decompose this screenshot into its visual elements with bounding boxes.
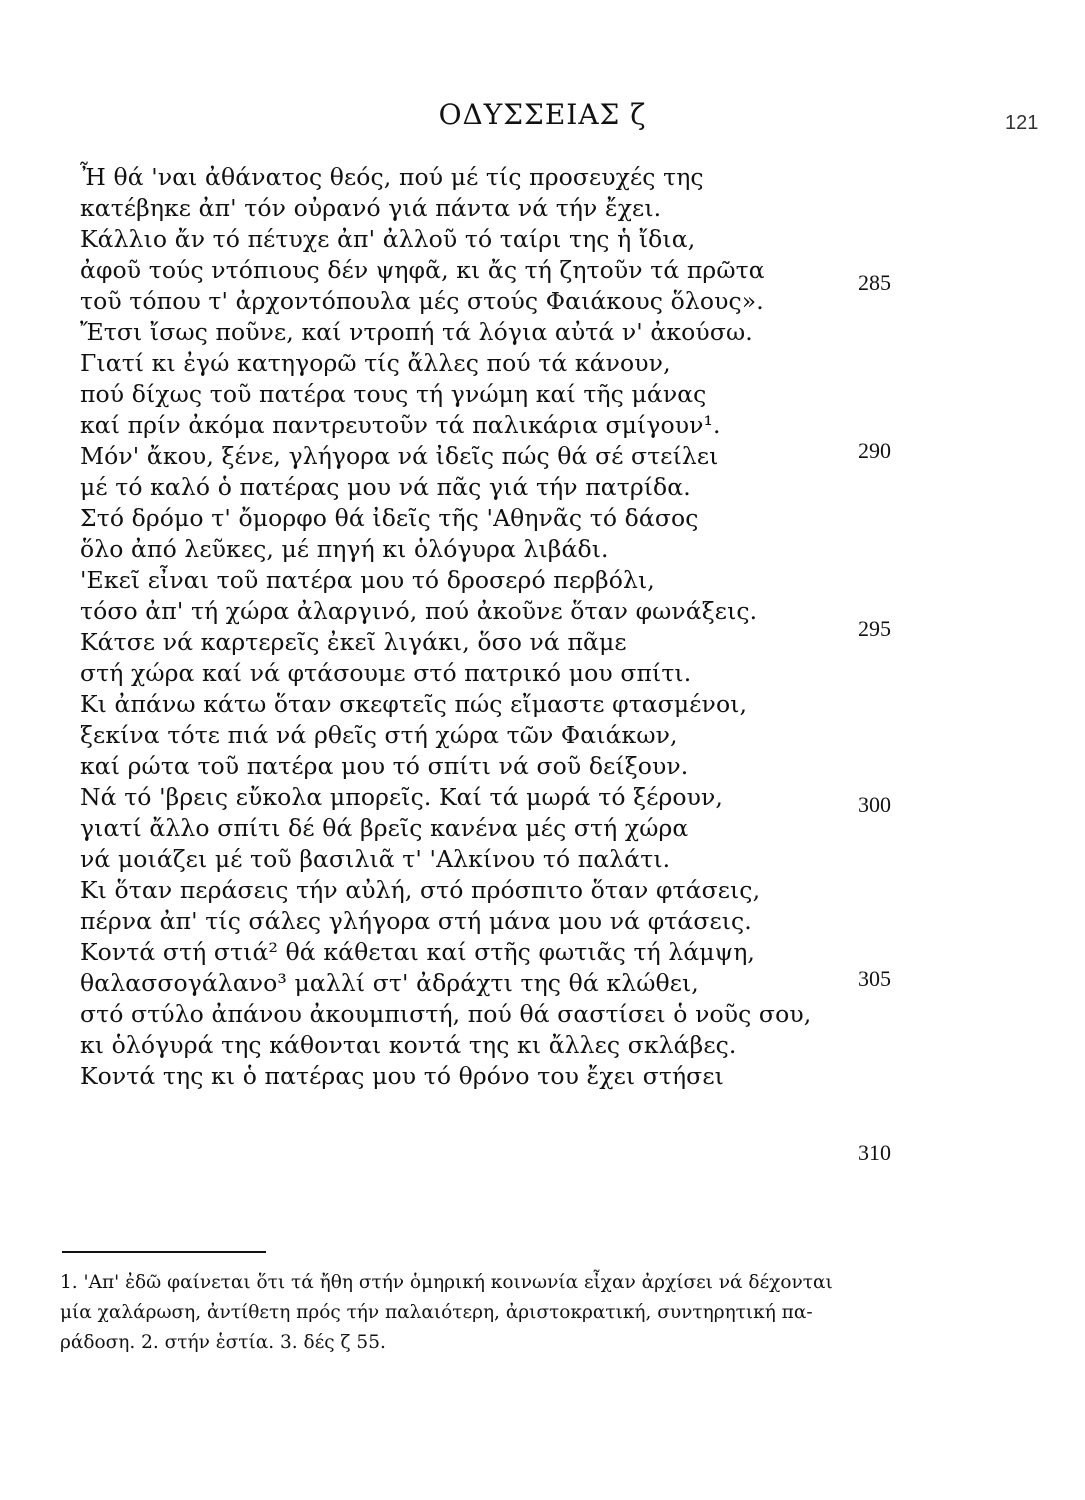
verse-line: γιατί ἄλλο σπίτι δέ θά βρεῖς κανένα μές στή χώρα bbox=[80, 814, 689, 842]
line-number: 285 bbox=[858, 270, 891, 295]
line-number: 290 bbox=[858, 438, 891, 463]
verse-line: ξεκίνα τότε πιά νά ρθεῖς στή χώρα τῶν Φαιάκων, bbox=[80, 721, 678, 749]
verse-line: στό στύλο ἀπάνου ἀκουμπιστή, πού θά σαστίσει ὁ νοῦς σου, bbox=[80, 1000, 812, 1028]
running-header-title: ΟΔΥΣΣΕΙΑΣ ζ bbox=[438, 98, 647, 131]
line-number: 310 bbox=[858, 1140, 891, 1165]
line-number: 300 bbox=[858, 792, 891, 817]
verse-line: Κοντά στή στιά² θά κάθεται καί στῆς φωτιᾶς τή λάμψη, bbox=[80, 938, 755, 966]
verse-line: Κάλλιο ἄν τό πέτυχε ἀπ' ἀλλοῦ τό ταίρι της ἡ ἴδια, bbox=[80, 225, 696, 253]
verse-line: Ἦ θά 'ναι ἀθάνατος θεός, πού μέ τίς προσευχές της bbox=[80, 163, 704, 191]
verse-line: τοῦ τόπου τ' ἀρχοντόπουλα μές στούς Φαιάκους ὅλους». bbox=[80, 287, 764, 315]
verse-line: Κι ὅταν περάσεις τήν αὐλή, στό πρόσπιτο ὅταν φτάσεις, bbox=[80, 876, 761, 904]
verse-line: τόσο ἀπ' τή χώρα ἀλαργινό, πού ἀκοῦνε ὅταν φωνάξεις. bbox=[80, 597, 758, 625]
verse-line: Γιατί κι ἐγώ κατηγορῶ τίς ἄλλες πού τά κάνουν, bbox=[80, 349, 671, 377]
verse-line: κι ὁλόγυρά της κάθονται κοντά της κι ἄλλες σκλάβες. bbox=[80, 1031, 737, 1059]
verse-line: νά μοιάζει μέ τοῦ βασιλιᾶ τ' 'Αλκίνου τό παλάτι. bbox=[80, 845, 671, 873]
verse-block bbox=[80, 162, 812, 1092]
verse-line: καί πρίν ἀκόμα παντρευτοῦν τά παλικάρια σμίγουν¹. bbox=[80, 411, 721, 439]
verse-line: Στό δρόμο τ' ὄμορφο θά ἰδεῖς τῆς 'Αθηνᾶς τό δάσος bbox=[80, 504, 699, 532]
verse-line: 'Εκεῖ εἶναι τοῦ πατέρα μου τό δροσερό περβόλι, bbox=[80, 566, 655, 594]
verse-line: ὅλο ἀπό λεῦκες, μέ πηγή κι ὁλόγυρα λιβάδι. bbox=[80, 535, 609, 563]
verse-line: Μόν' ἄκου, ξένε, γλήγορα νά ἰδεῖς πώς θά σέ στείλει bbox=[80, 442, 719, 470]
footnote-separator bbox=[62, 1251, 266, 1253]
verse-line: κατέβηκε ἀπ' τόν οὐρανό γιά πάντα νά τήν ἔχει. bbox=[80, 194, 662, 222]
verse-line: θαλασσογάλανο³ μαλλί στ' ἀδράχτι της θά κλώθει, bbox=[80, 969, 699, 997]
verse-line: Κι ἀπάνω κάτω ὅταν σκεφτεῖς πώς εἴμαστε φτασμένοι, bbox=[80, 690, 748, 718]
verse-line: Νά τό 'βρεις εὔκολα μπορεῖς. Καί τά μωρά τό ξέρουν, bbox=[80, 783, 723, 811]
verse-line: στή χώρα καί νά φτάσουμε στό πατρικό μου σπίτι. bbox=[80, 659, 692, 687]
footnotes bbox=[60, 1268, 920, 1358]
verse-line: ἀφοῦ τούς ντόπιους δέν ψηφᾶ, κι ἄς τή ζητοῦν τά πρῶτα bbox=[80, 256, 765, 284]
verse-line: καί ρώτα τοῦ πατέρα μου τό σπίτι νά σοῦ δείξουν. bbox=[80, 752, 689, 780]
verse-line: πέρνα ἀπ' τίς σάλες γλήγορα στή μάνα μου νά φτάσεις. bbox=[80, 907, 752, 935]
footnote-line: 1. 'Απ' ἐδῶ φαίνεται ὅτι τά ἤθη στήν ὁμηρική κοινωνία εἶχαν ἀρχίσει νά δέχονται bbox=[60, 1272, 833, 1293]
line-number: 305 bbox=[858, 966, 891, 991]
page-number: 121 bbox=[1005, 112, 1039, 134]
verse-line: Κάτσε νά καρτερεῖς ἐκεῖ λιγάκι, ὅσο νά πᾶμε bbox=[80, 628, 627, 656]
verse-line: πού δίχως τοῦ πατέρα τους τή γνώμη καί τῆς μάνας bbox=[80, 380, 707, 408]
footnote-line: μία χαλάρωση, ἀντίθετη πρός τήν παλαιότερη, ἀριστοκρατική, συντηρητική πα- bbox=[60, 1302, 813, 1323]
line-number: 295 bbox=[858, 616, 891, 641]
verse-line: μέ τό καλό ὁ πατέρας μου νά πᾶς γιά τήν πατρίδα. bbox=[80, 473, 691, 501]
verse-line: Κοντά της κι ὁ πατέρας μου τό θρόνο του ἔχει στήσει bbox=[80, 1062, 724, 1090]
verse-line: Ἔτσι ἴσως ποῦνε, καί ντροπή τά λόγια αὐτά ν' ἀκούσω. bbox=[80, 318, 753, 346]
footnote-line: ράδοση. 2. στήν ἑστία. 3. δές ζ 55. bbox=[60, 1332, 386, 1353]
